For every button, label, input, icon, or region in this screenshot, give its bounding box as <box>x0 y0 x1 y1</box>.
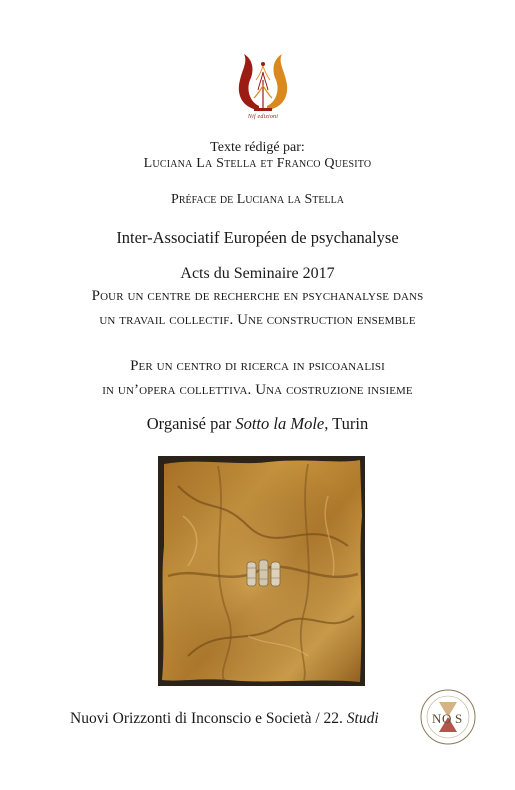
preface-text: Préface de Luciana la Stella <box>171 192 344 207</box>
seal-letter-n: N <box>432 711 442 726</box>
organization-title: Inter-Associatif Européen de psychanalyse <box>116 228 399 247</box>
crumpled-gold-canvas-image <box>158 456 365 686</box>
organizer-suffix: , Turin <box>324 414 369 433</box>
authors: Luciana La Stella et Franco Quesito <box>143 156 372 171</box>
series-line <box>70 710 379 728</box>
seminar-title: Acts du Seminaire 2017 <box>180 265 335 282</box>
seal-letter-o: O <box>442 711 452 726</box>
subtitle-it-line-2: in un’opera collettiva. Una costruzione insieme <box>102 382 413 398</box>
logo-caption: Nif edizioni <box>247 114 279 120</box>
seal-letter-s: S <box>455 711 463 726</box>
lyre-logo-icon <box>232 50 294 116</box>
publisher-logo <box>232 50 294 128</box>
series-name: Nuovi Orizzonti di Inconscio e Società / 22. <box>70 710 347 727</box>
written-by-label: Texte rédigé par: <box>210 140 305 155</box>
subtitle-fr-line-1: Pour un centre de recherche en psychanalyse dans <box>91 288 424 304</box>
cover-artwork <box>158 456 365 686</box>
series-section: Studi <box>346 710 379 727</box>
series-seal <box>419 688 477 746</box>
subtitle-fr-line-2: un travail collectif. Une construction ensemble <box>99 312 416 328</box>
organizer-line <box>0 414 515 434</box>
preface-line <box>0 192 515 208</box>
subtitle-it-line-1: Per un centro di ricerca in psicoanalisi <box>130 358 385 374</box>
organizer-prefix: Organisé par <box>146 414 236 433</box>
nos-seal-icon <box>419 688 477 746</box>
organizer-name: Sotto la Mole <box>235 414 325 433</box>
